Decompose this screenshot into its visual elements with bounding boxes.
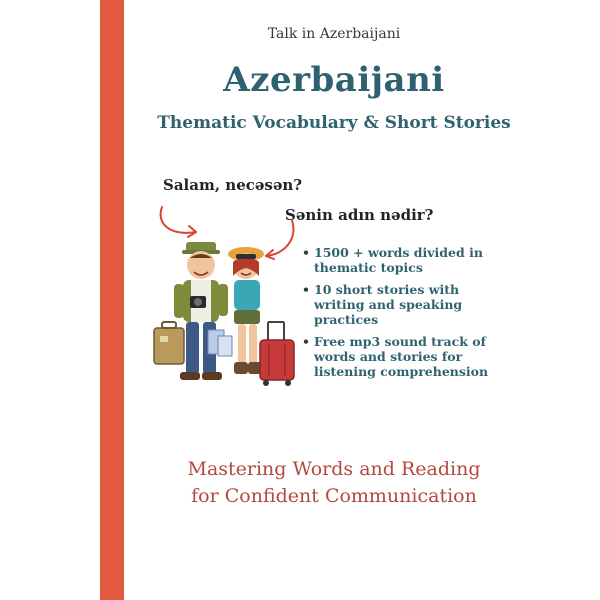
feature-item: • 1500 + words divided in thematic topics (300, 245, 490, 275)
red-rolling-suitcase-icon (260, 322, 294, 386)
girl-traveler (228, 247, 264, 374)
series-label: Talk in Azerbaijani (267, 26, 401, 42)
shopping-bags-icon (208, 330, 232, 356)
greeting-phrase-2: Sənin adın nədir? (285, 206, 434, 224)
tagline-line-2: for Confident Communication (191, 485, 477, 507)
feature-list (300, 245, 490, 386)
tagline (124, 456, 544, 510)
travelers-illustration (150, 232, 302, 392)
brown-suitcase-icon (154, 322, 184, 364)
greeting-phrase-1: Salam, necəsən? (163, 176, 303, 194)
tagline-line-1: Mastering Words and Reading (187, 458, 481, 480)
book-title: Azerbaijani (223, 60, 445, 100)
red-side-stripe (100, 0, 124, 600)
feature-item: • 10 short stories with writing and speaking practices (300, 282, 490, 327)
book-subtitle: Thematic Vocabulary & Short Stories (157, 113, 511, 133)
feature-item: • Free mp3 sound track of words and stories for listening comprehension (300, 334, 490, 379)
